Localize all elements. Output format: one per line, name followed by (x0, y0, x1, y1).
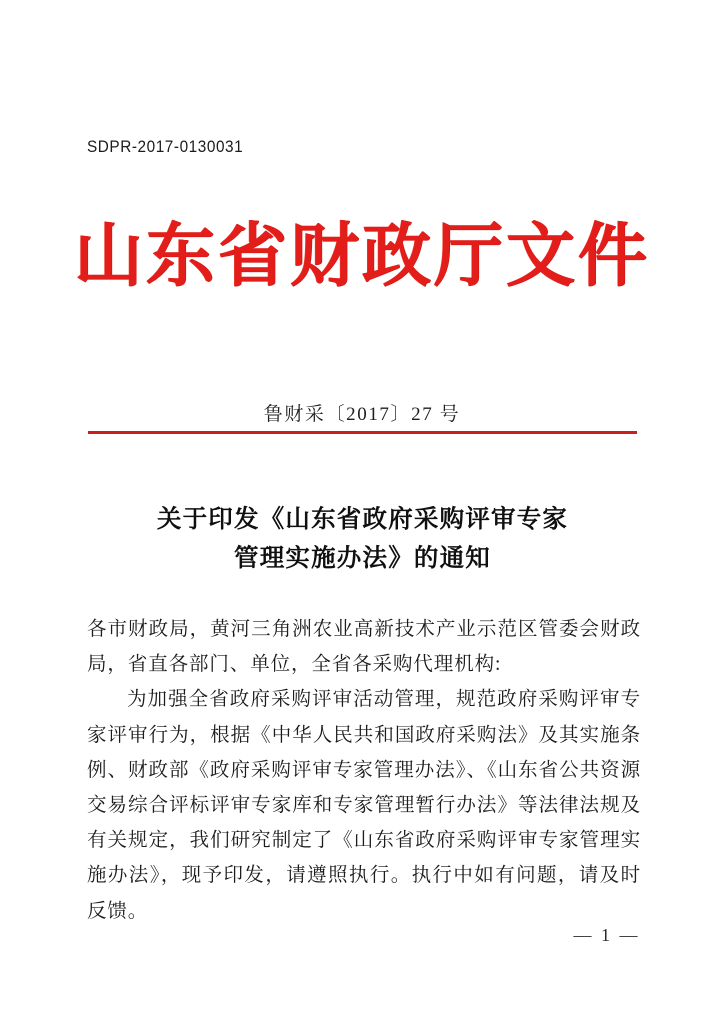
addressee-block: 各市财政局，黄河三角洲农业高新技术产业示范区管委会财政局，省直各部门、单位，全省各采购代理机构: (87, 619, 641, 676)
document-number: 鲁财采〔2017〕27 号 (263, 404, 461, 425)
document-body (87, 612, 641, 929)
page-title (88, 500, 637, 578)
document-archive-code: SDPR-2017-0130031 (87, 138, 244, 156)
masthead-title: 山东省财政厅文件 (74, 218, 650, 294)
masthead (0, 218, 724, 294)
page-title-line-2: 管理实施办法》的通知 (234, 545, 491, 572)
page-number-footer: — 1 — (573, 925, 640, 945)
red-separator-rule (88, 431, 637, 434)
body-paragraph: 为加强全省政府采购评审活动管理，规范政府采购评审专家评审行为，根据《中华人民共和国政府采购法》及其实施条例、财政部《政府采购评审专家管理办法》、《山东省公共资源交易综合评标评审专家库和专家管理暂行办法》等法律法规及有关规定，我们研究制定了《山东省政府采购评审专家管理实施办法》，现予印发，请遵照执行。执行中如有问题，请及时反馈。 (87, 689, 641, 922)
page-title-line-1: 关于印发《山东省政府采购评审专家 (156, 506, 569, 533)
